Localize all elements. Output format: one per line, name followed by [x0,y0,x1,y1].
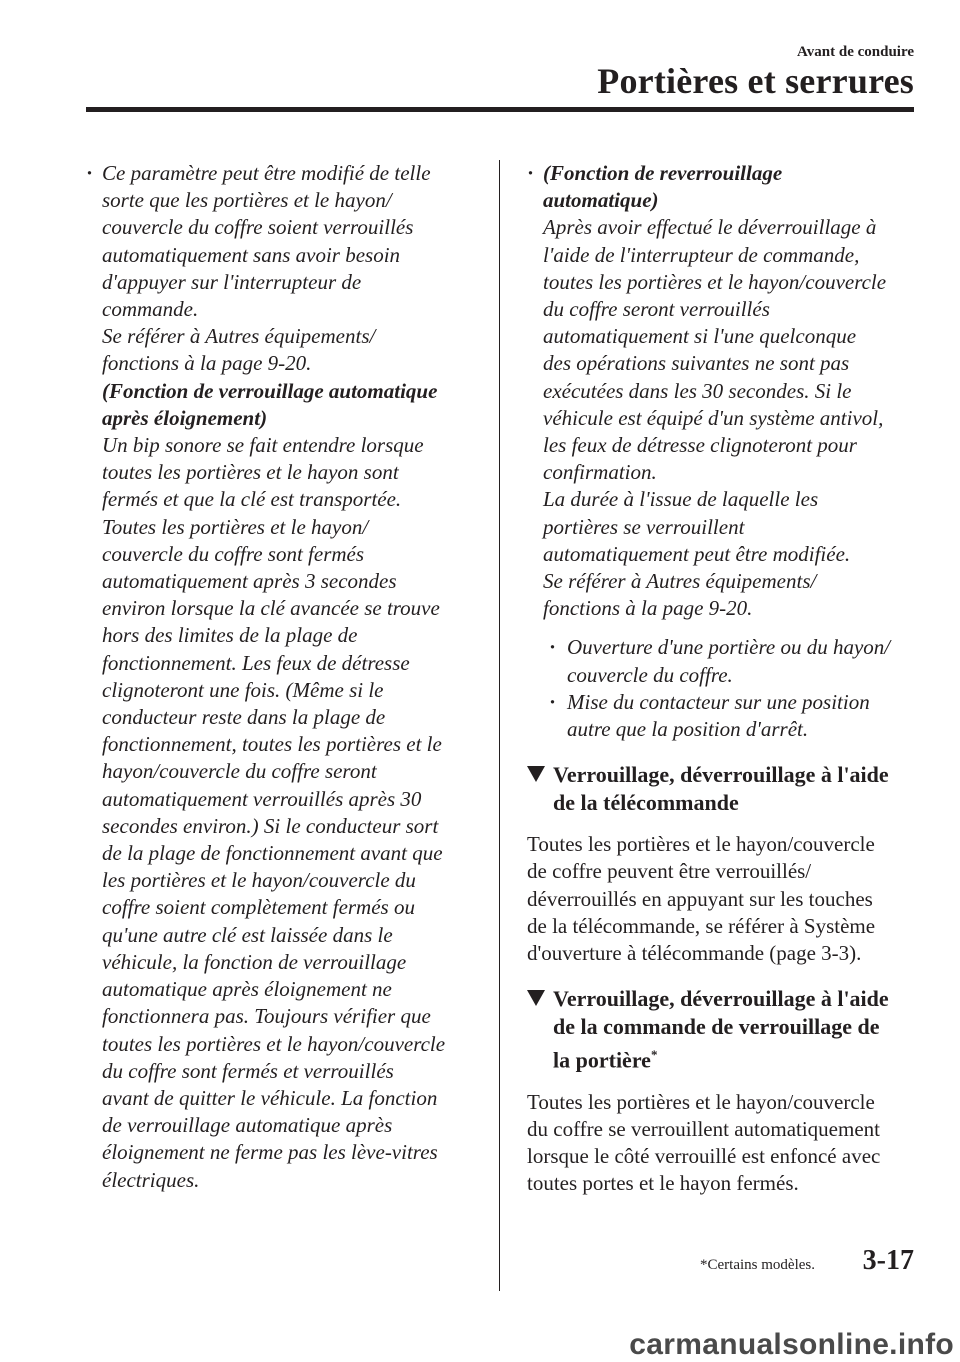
text-line: fonctionnement, toutes les portières et le [102,732,442,757]
text-line: Après avoir effectué le déverrouillage à [543,215,877,240]
section-body-door-lock-switch [527,1089,919,1198]
heading-line-text: la portière [553,1047,651,1073]
text-line: du coffre seront verrouillés [543,297,770,322]
sub-bullet-door-open [527,634,919,688]
text-line: conducteur reste dans la plage de [102,705,386,730]
text-line: couvercle du coffre sont fermés [102,541,365,566]
text-line: qu'une autre clé est laissée dans le [102,922,393,947]
auto-lock-title: (Fonction de verrouillage automatique [102,378,438,403]
sub-bullet-ignition [527,689,919,743]
text-line: sorte que les portières et le hayon/ [102,188,392,213]
relock-title: automatique) [543,188,659,213]
text-line: les portières et le hayon/couvercle du [102,868,416,893]
triangle-down-icon [527,990,545,1006]
bullet-relock [527,160,919,622]
text-line: couvercle du coffre. [567,662,733,687]
section-body-remote [527,831,919,967]
text-line: hors des limites de la plage de [102,623,358,648]
heading-line: de la commande de verrouillage de [553,1014,880,1040]
text-line: automatique après éloignement ne [102,977,392,1002]
text-line: déverrouillés en appuyant sur les touches [527,886,873,911]
text-line: toutes portes et le hayon fermés. [527,1171,799,1196]
text-line: couvercle du coffre soient verrouillés [102,215,414,240]
page-title: Portières et serrures [597,61,914,101]
text-line: véhicule est équipé d'un système antivol, [543,405,884,430]
text-line: fonctionnement. Les feux de détresse [102,650,410,675]
heading-line: de la télécommande [553,790,739,816]
text-line: La durée à l'issue de laquelle les [543,487,819,512]
text-line: du coffre sont fermés et verrouillés [102,1058,394,1083]
text-line: environ lorsque la clé avancée se trouve [102,596,440,621]
right-column [527,160,919,1197]
watermark: carmanualsonline.info [629,1328,954,1361]
text-line: de la télécommande, se référer à Système [527,913,876,938]
text-line: fonctions à la page 9-20. [102,351,312,376]
page-number: 3-17 [862,1245,914,1276]
text-line: coffre soient complètement fermés ou [102,895,415,920]
heading-line: Verrouillage, déverrouillage à l'aide [553,986,889,1012]
text-line: fermés et que la clé est transportée. [102,487,402,512]
text-line: éloignement ne ferme pas les lève-vitres [102,1140,438,1165]
text-line: Toutes les portières et le hayon/couvercle [527,832,875,857]
text-line: toutes les portières et le hayon sont [102,460,399,485]
text-line: automatiquement sans avoir besoin [102,242,401,267]
text-line: Toutes les portières et le hayon/couvercle [527,1089,875,1114]
text-line: toutes les portières et le hayon/couvercle [102,1031,446,1056]
text-line: l'aide de l'interrupteur de commande, [543,242,860,267]
text-line: les feux de détresse clignoteront pour [543,433,857,458]
text-line: Se référer à Autres équipements/ [102,324,376,349]
text-line: automatiquement peut être modifiée. [543,541,851,566]
text-line: avant de quitter le véhicule. La fonction [102,1085,438,1110]
text-line: Se référer à Autres équipements/ [543,569,817,594]
relock-title: · (Fonction de reverrouillage [543,161,783,185]
text-line: toutes les portières et le hayon/couvercle [543,269,887,294]
triangle-down-icon [527,766,545,782]
heading-line [553,1041,919,1074]
text-line: hayon/couvercle du coffre seront [102,759,377,784]
text-line: d'ouverture à télécommande (page 3-3). [527,941,862,966]
text-line: Toutes les portières et le hayon/ [102,514,369,539]
left-column [86,160,482,1194]
header-rule [86,107,914,112]
text-line: d'appuyer sur l'interrupteur de [102,269,362,294]
text-line: du coffre se verrouillent automatiquement [527,1116,880,1141]
text-line: fonctions à la page 9-20. [543,596,753,621]
section-heading-door-lock-switch [527,985,919,1074]
text-line: · Ouverture d'une portière ou du hayon/ [567,635,891,660]
text-line: exécutées dans les 30 secondes. Si le [543,378,852,403]
text-line: de verrouillage automatique après [102,1113,393,1138]
text-line: automatiquement verrouillés après 30 [102,786,422,811]
text-line: électriques. [102,1167,200,1192]
text-line: de coffre peuvent être verrouillés/ [527,859,812,884]
text-line: commande. [102,297,199,322]
column-divider [499,160,500,1291]
text-line: confirmation. [543,460,657,485]
header-section: Avant de conduire [797,44,914,60]
text-line: · Ce paramètre peut être modifié de telle [102,161,431,185]
text-line: automatiquement si l'une quelconque [543,324,857,349]
asterisk-mark: * [650,1047,658,1063]
text-line: véhicule, la fonction de verrouillage [102,949,407,974]
text-line: des opérations suivantes ne sont pas [543,351,850,376]
footer-note: *Certains modèles. [700,1257,815,1273]
auto-lock-title: après éloignement) [102,405,268,430]
text-line: · Mise du contacteur sur une position [567,689,870,714]
text-line: fonctionnera pas. Toujours vérifier que [102,1004,431,1029]
text-line: clignoteront une fois. (Même si le [102,677,384,702]
text-line: autre que la position d'arrêt. [567,717,809,742]
text-line: portières se verrouillent [543,514,745,539]
text-line: de la plage de fonctionnement avant que [102,841,443,866]
section-heading-remote [527,761,919,817]
text-line: secondes environ.) Si le conducteur sort [102,813,439,838]
text-line: automatiquement après 3 secondes [102,569,397,594]
text-line: Un bip sonore se fait entendre lorsque [102,433,424,458]
heading-line: Verrouillage, déverrouillage à l'aide [553,762,889,788]
bullet-customization [86,160,482,1194]
text-line: lorsque le côté verrouillé est enfoncé avec [527,1144,881,1169]
